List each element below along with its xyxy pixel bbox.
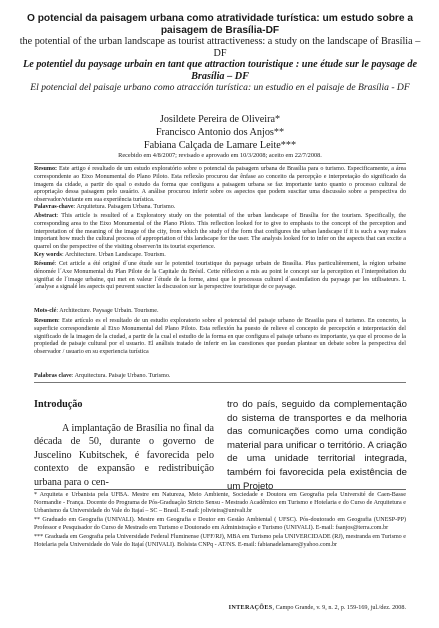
body-paragraph-right: tro do país, seguido da complementação do sistema de transportes e da melhoria das comunicações como uma condição material para unificar o território. A criação de uma unidade territorial integrada, também foi favorecida pela existência de um Projeto: [227, 399, 407, 492]
kw-label: Key words: [34, 252, 62, 258]
received-dates: Recebido em 4/8/2007; revisado e aprovado em 10/3/2008; aceito em 22/7/2008.: [118, 152, 322, 159]
divider-top: [34, 163, 406, 164]
author-3: Fabiana Calçada de Lamare Leite***: [143, 140, 297, 151]
title-spanish: El potencial del paisaje urbano como atracción turística: un estudio en el paisaje de Brasília - DF: [30, 82, 410, 93]
footnote-author-2: ** Graduado em Geografia (UNIVALI). Mestre em Geografia e Doutor em Gestão Ambiental ( UFSC). Pós-doutorado em Geografia (UNESP-PP) Professor e Pesquisador do Curso de Mestrado em Turismo e Doutorado em Administração e Turismo (UNIVALI). E-mail: fsanjos@terra.com.br: [34, 516, 406, 531]
author-2: Francisco Antonio dos Anjos**: [155, 127, 285, 138]
footnote-author-3: *** Graduada em Geografia pela Universidade Federal Fluminense (UFF/RJ), MBA em Turismo pela UNIVERCIDADE (RJ), mestranda em Turismo e Hotelaria pela Universidade do Vale do Itajaí (UNIVALI). Bolsista CNPq - AT/NS. E-mail: fabianadelamare@yahoo.com.br: [34, 533, 406, 548]
footnotes: [34, 492, 406, 551]
abstract-label: Abstract: [34, 213, 57, 219]
author-list: [18, 113, 422, 152]
abstract-text: : This article is resulted of a Exploratory study on the potential of the urban landscape of Brasília for the tourism. Specifically, the corresponding area to the Eixo Monumental of the Plano Piloto. This reflection looked for to give to emphasis to the concept of the perception and interpretation of the meaning of the image of the city, from which the study of the form that configures the urban landscape if it is such a way makes important how much the cultural process of appropriation of this landscape for the user. The analysis looked for to infer on the aspects that can excite a quarrel on the perspective of the visiting observer/in its tourist experience.: [34, 213, 406, 251]
body-column-left: [34, 398, 214, 490]
title-block: [18, 13, 422, 94]
journal-citation: , Campo Grande, v. 9, n. 2, p. 159-169, jul./dez. 2008.: [272, 604, 406, 611]
resume-label: Résumé: [34, 261, 55, 267]
resume-text: : Cet article a été originé d´une étude sur le potentiel touristique du paysage urbain de Brasília. Plus particulièrement, la région urbaine dénomée l´Axe Monumental du Plan Pilote de la Capitale du Brésil. Cette réflexion a mis au point le concept sur la perception et l´interprétation du signifiat de l´image urbaine, qui met en valeur l´étude de la forme, ainsi que le processus culturel d´assimilation du paysage par les utilisateurs. L´analyse a signalé les aspects qui peuvent susciter la discussion sur la perspective touristique de ce paysage.: [34, 261, 406, 291]
abstract-english: [34, 213, 406, 252]
title-english: the potential of the urban landscape as tourist attractiveness: a study on the landscape of Brasília – DF: [19, 36, 421, 59]
title-portuguese: O potencial da paisagem urbana como atratividade turística: um estudo sobre a paisagem de Brasília-DF: [26, 13, 414, 36]
kw-text: : Architecture. Urban Landscape. Tourism.: [61, 252, 166, 258]
pc-text: : Arquitetura. Paisagem Urbana. Turismo.: [73, 204, 176, 210]
pc-label: Palavras-chave: [34, 204, 74, 210]
divider-bottom: [34, 382, 406, 383]
pcl-label: Palabras clave: [34, 373, 72, 379]
resumo-text: Este artigo é resultado de um estudo exploratório sobre o potencial da paisagem urbana de Brasília para o turismo. Especificamente, a área correspondente ao Eixo Monumental do Plano Piloto. Esta reflexão procurou dar ênfase ao conceito da percepção e interpretação do significado da imagem da cidade, a partir do qual o estudo da forma que configura a paisagem urbana se faz importante tanto quanto o processo cultural de apropriação dessa paisagem pelo usuário. A análise procurou inferir sobre os aspectos que podem suscitar uma discussão sobre a perspectiva do observador/visitante em sua experiência turística.: [34, 166, 406, 204]
resumo-label: Resumo:: [34, 166, 58, 172]
keywords-english: [34, 252, 406, 260]
keywords-french: [34, 308, 406, 316]
keywords-spanish: [34, 373, 406, 381]
journal-name: INTERAÇÕES: [228, 604, 273, 611]
abstract-portuguese: [34, 166, 406, 205]
footnote-author-1: * Arquiteta e Urbanista pela UFBA. Mestre em Natureza, Meio Ambiente, Sociedade e Doutora em Geografia pela Université de Caen-Basse Normandie - França. Docente do Programa de Pós-Graduação Stricto Sensu - Mestrado Acadêmico em Turismo e Hotelaria e do Curso de Arquitetura e Urbanismo da Universidade do Vale do Itajaí – SC – Brasil. E-mail: jolivieira@univali.br: [34, 492, 406, 514]
pcl-text: : Arquitectura. Paisaje Urbano. Turismo.: [71, 373, 171, 379]
author-1: Josildete Pereira de Oliveira*: [159, 114, 281, 125]
keywords-portuguese: [34, 204, 406, 212]
body-paragraph-left: A implantação de Brasília no final da década de 50, durante o governo de Juscelino Kubitschek, é favorecida pelo contexto de expansão e redistribuição urbana para o cen-: [34, 422, 214, 488]
mc-label: Mots-clé: [34, 308, 57, 314]
resumen-text: : Este artículo es el resultado de un estudio exploratorio sobre el potencial del paisaje urbano de Brasilia para el turismo. En concreto, la superficie correspondiente al Eixo Monumental del Plano Piloto. Esta reflexión ha puesto de relieve el concepto de percepción e interpretación del significado de la imagen de la ciudad, a partir de la cual el estudio de la forma en que configura el paisaje urbano es importante, ya que el proceso de la propiedad de paisaje cultural por el usuario. El análisis tratado de inferir en las cuestiones que puedan plantear un debate sobre la perspectiva del observador / usuario en su experiencia turística: [34, 318, 406, 356]
resumen-label: Resumen: [34, 318, 59, 324]
mc-text: : Architecture. Paysage Urbain. Tourisme.: [56, 308, 159, 314]
footnote-rule: [34, 489, 406, 490]
body-column-right: [227, 398, 407, 493]
page-footer: [34, 604, 406, 611]
abstract-spanish: [34, 318, 406, 357]
abstract-french: [34, 261, 406, 292]
section-heading-introducao: Introdução: [34, 399, 83, 410]
title-french: Le potentiel du paysage urbain en tant que attraction touristique : une étude sur le paysage de Brasília – DF: [23, 59, 417, 82]
